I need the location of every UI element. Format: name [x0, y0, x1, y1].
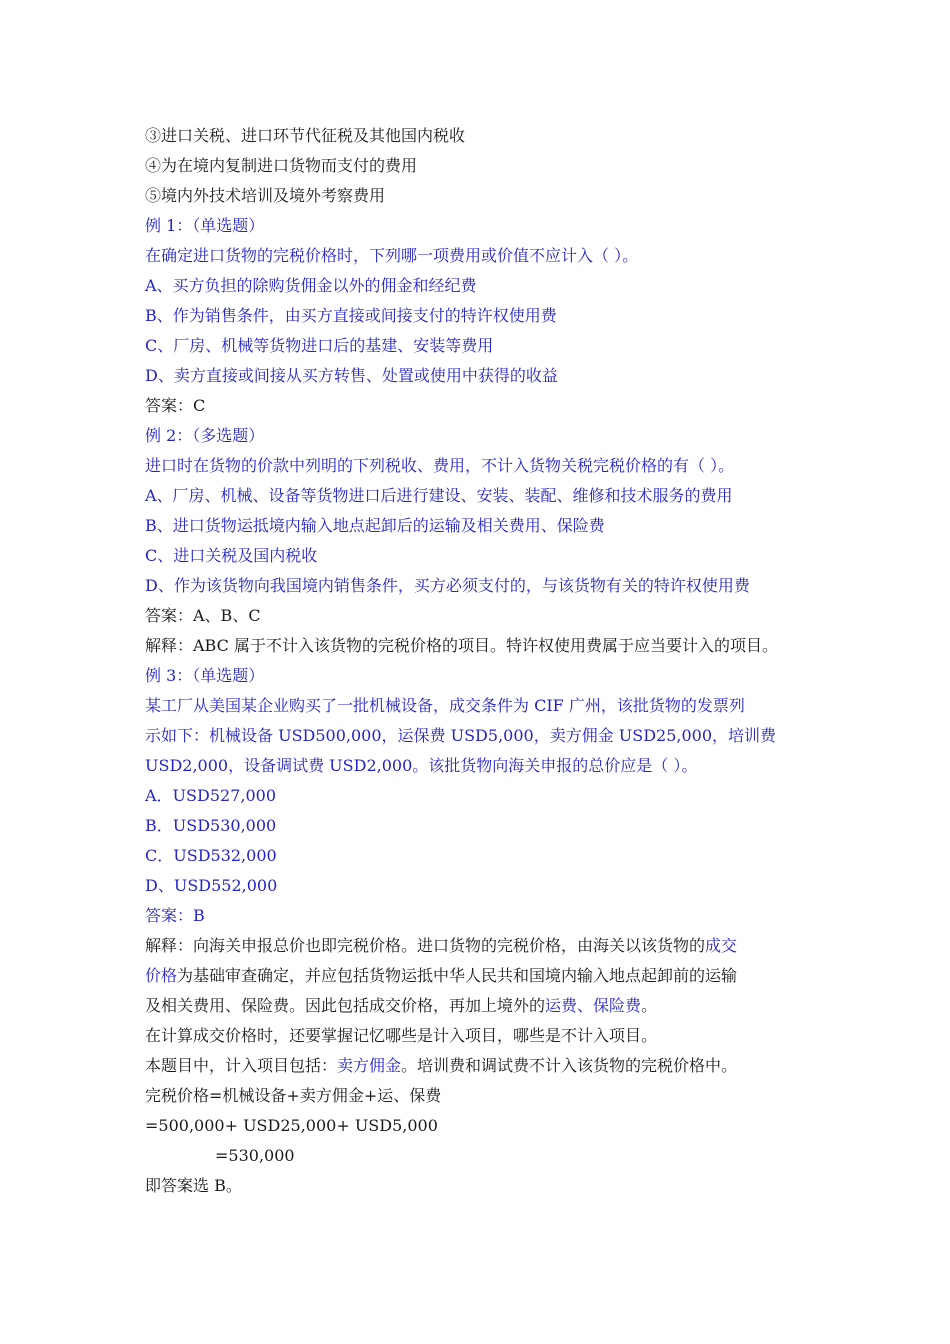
- ex3-title: 例 3：（单选题）: [145, 666, 265, 685]
- ex1-question: 在确定进口货物的完税价格时，下列哪一项费用或价值不应计入（ ）。: [145, 246, 639, 265]
- ex3-explanation-line-2: [145, 961, 825, 991]
- ex1-answer: 答案：C: [145, 396, 206, 415]
- intro-item-5: ⑤境内外技术培训及境外考察费用: [145, 186, 386, 205]
- ex3-exp-text: 本题目中，计入项目包括：: [145, 1056, 338, 1075]
- ex2-answer: 答案：A、B、C: [145, 606, 261, 625]
- ex3-question-line-1: 某工厂从美国某企业购买了一批机械设备，成交条件为 CIF 广州，该批货物的发票列: [145, 696, 745, 715]
- ex3-option-b: B．USD530,000: [145, 816, 277, 835]
- ex1-option-a: A、买方负担的除购货佣金以外的佣金和经纪费: [145, 276, 477, 295]
- ex2-option-b: B、进口货物运抵境内输入地点起卸后的运输及相关费用、保险费: [145, 516, 605, 535]
- ex3-question-line-2: 示如下：机械设备 USD500,000，运保费 USD5,000，卖方佣金 USD25,000，培训费: [145, 726, 777, 745]
- ex3-exp-highlight-commission: 卖方佣金: [337, 1056, 402, 1075]
- ex3-exp-highlight-transaction: 成交: [705, 936, 738, 955]
- intro-item-3: ③进口关税、进口环节代征税及其他国内税收: [145, 126, 466, 145]
- ex3-question-line-3: USD2,000，设备调试费 USD2,000。该批货物向海关申报的总价应是（ ）。: [145, 756, 698, 775]
- ex3-formula-line-1: 完税价格=机械设备+卖方佣金+运、保费: [145, 1086, 442, 1105]
- ex3-explanation-line-3: [145, 991, 825, 1021]
- intro-item-4: ④为在境内复制进口货物而支付的费用: [145, 156, 418, 175]
- ex3-exp-text: 。培训费和调试费不计入该货物的完税价格中。: [401, 1056, 738, 1075]
- document-content: [145, 121, 825, 1201]
- ex3-answer: 答案：B: [145, 906, 205, 925]
- ex3-exp-highlight-insurance: 保险费: [593, 996, 642, 1015]
- ex3-exp-period: 。: [641, 996, 658, 1015]
- ex3-explanation-line-4: 在计算成交价格时，还要掌握记忆哪些是计入项目，哪些是不计入项目。: [145, 1026, 658, 1045]
- ex3-exp-text: 解释：向海关申报总价也即完税价格。进口货物的完税价格，由海关以该货物的: [145, 936, 706, 955]
- ex3-formula-line-3: =530,000: [215, 1146, 295, 1165]
- ex2-option-d: D、作为该货物向我国境内销售条件，买方必须支付的，与该货物有关的特许权使用费: [145, 576, 750, 595]
- ex2-option-c: C、进口关税及国内税收: [145, 546, 318, 565]
- ex3-exp-highlight-price: 价格: [145, 966, 178, 985]
- ex2-option-a: A、厂房、机械、设备等货物进口后进行建设、安装、装配、维修和技术服务的费用: [145, 486, 733, 505]
- ex3-formula-line-2: =500,000+ USD25,000+ USD5,000: [145, 1116, 438, 1135]
- ex3-conclusion: 即答案选 B。: [145, 1176, 242, 1195]
- ex1-option-c: C、厂房、机械等货物进口后的基建、安装等费用: [145, 336, 494, 355]
- ex1-option-b: B、作为销售条件，由买方直接或间接支付的特许权使用费: [145, 306, 557, 325]
- ex2-explanation: 解释：ABC 属于不计入该货物的完税价格的项目。特许权使用费属于应当要计入的项目。: [145, 636, 778, 655]
- ex3-option-a: A．USD527,000: [145, 786, 276, 805]
- ex3-exp-separator: 、: [577, 996, 594, 1015]
- ex2-question: 进口时在货物的价款中列明的下列税收、费用，不计入货物关税完税价格的有（ ）。: [145, 456, 735, 475]
- ex3-explanation-line-5: [145, 1051, 825, 1081]
- ex3-exp-highlight-freight: 运费: [545, 996, 578, 1015]
- ex1-title: 例 1：（单选题）: [145, 216, 265, 235]
- ex3-exp-text: 为基础审查确定，并应包括货物运抵中华人民共和国境内输入地点起卸前的运输: [177, 966, 738, 985]
- ex1-option-d: D、卖方直接或间接从买方转售、处置或使用中获得的收益: [145, 366, 558, 385]
- ex2-title: 例 2：（多选题）: [145, 426, 265, 445]
- ex3-exp-text: 及相关费用、保险费。因此包括成交价格，再加上境外的: [145, 996, 546, 1015]
- ex3-explanation-line-1: [145, 931, 825, 961]
- ex3-option-d: D、USD552,000: [145, 876, 278, 895]
- ex3-option-c: C．USD532,000: [145, 846, 277, 865]
